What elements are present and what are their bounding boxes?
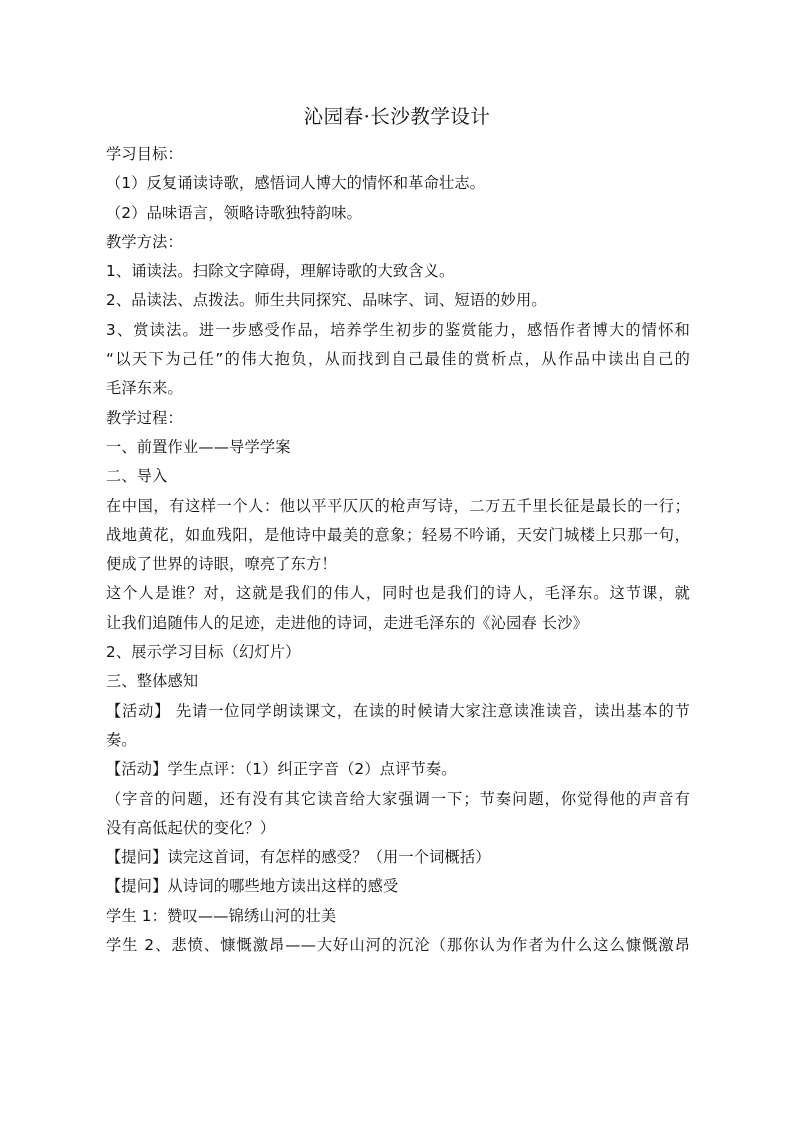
activity-2-line: 【活动】学生点评：（1）纠正字音（2）点评节奏。	[106, 760, 457, 779]
goal-item-1: （1）反复诵读诗歌，感悟词人博大的情怀和革命壮志。	[106, 174, 486, 193]
section-heading-process: 教学过程：	[106, 408, 183, 427]
intro-paragraph-line-2: 战地黄花，如血残阳，是他诗中最美的意象；轻易不吟诵，天安门城楼上只那一句，	[106, 525, 690, 544]
intro-paragraph-line-1: 在中国，有这样一个人：他以平平仄仄的枪声写诗，二万五千里长征是最长的一行；	[106, 496, 690, 515]
method-item-3-line-3: 毛泽东来。	[106, 379, 183, 398]
section-heading-methods: 教学方法：	[106, 232, 183, 251]
method-item-1: 1、诵读法。扫除文字障碍，理解诗歌的大致含义。	[106, 262, 455, 281]
activity-1-line-1: 【活动】 先请一位同学朗读课文，在读的时候请大家注意读准读音，读出基本的节	[106, 701, 690, 720]
activity-1-line-2: 奏。	[106, 730, 137, 749]
note-line-2: 没有高低起伏的变化？）	[106, 818, 276, 837]
method-item-2: 2、品读法、点拨法。师生共同探究、品味字、词、短语的妙用。	[106, 291, 547, 310]
document-title: 沁园春·长沙教学设计	[303, 105, 491, 128]
process-step-1: 一、前置作业——导学学案	[106, 437, 291, 456]
student-1-line: 学生 1：赞叹——锦绣山河的壮美	[106, 906, 337, 925]
intro-paragraph-line-4: 这个人是谁？对，这就是我们的伟人，同时也是我们的诗人，毛泽东。这节课，就	[106, 584, 690, 603]
intro-paragraph-line-5: 让我们追随伟人的足迹，走进他的诗词，走进毛泽东的《沁园春 长沙》	[106, 613, 589, 632]
intro-paragraph-line-3: 便成了世界的诗眼，嘹亮了东方！	[106, 555, 337, 574]
question-1-line: 【提问】读完这首词，有怎样的感受？（用一个词概括）	[106, 848, 491, 867]
process-step-3: 三、整体感知	[106, 672, 199, 691]
note-line-1: （字音的问题，还有没有其它读音给大家强调一下；节奏问题，你觉得他的声音有	[106, 789, 690, 808]
process-step-2: 二、导入	[106, 467, 168, 486]
show-goals-line: 2、展示学习目标（幻灯片）	[106, 643, 301, 662]
question-2-line: 【提问】从诗词的哪些地方读出这样的感受	[106, 877, 399, 896]
method-item-3-line-2: “以天下为己任”的伟大抱负，从而找到自己最佳的赏析点，从作品中读出自己的	[106, 350, 690, 369]
document-body	[106, 140, 690, 960]
method-item-3-line-1: 3、赏读法。进一步感受作品，培养学生初步的鉴赏能力，感悟作者博大的情怀和	[106, 320, 690, 339]
section-heading-goals: 学习目标：	[106, 145, 183, 163]
student-2-line: 学生 2、悲愤、慷慨激昂——大好山河的沉沦（那你认为作者为什么这么慷慨激昂	[106, 936, 690, 955]
goal-item-2: （2）品味语言，领略诗歌独特韵味。	[106, 203, 363, 222]
